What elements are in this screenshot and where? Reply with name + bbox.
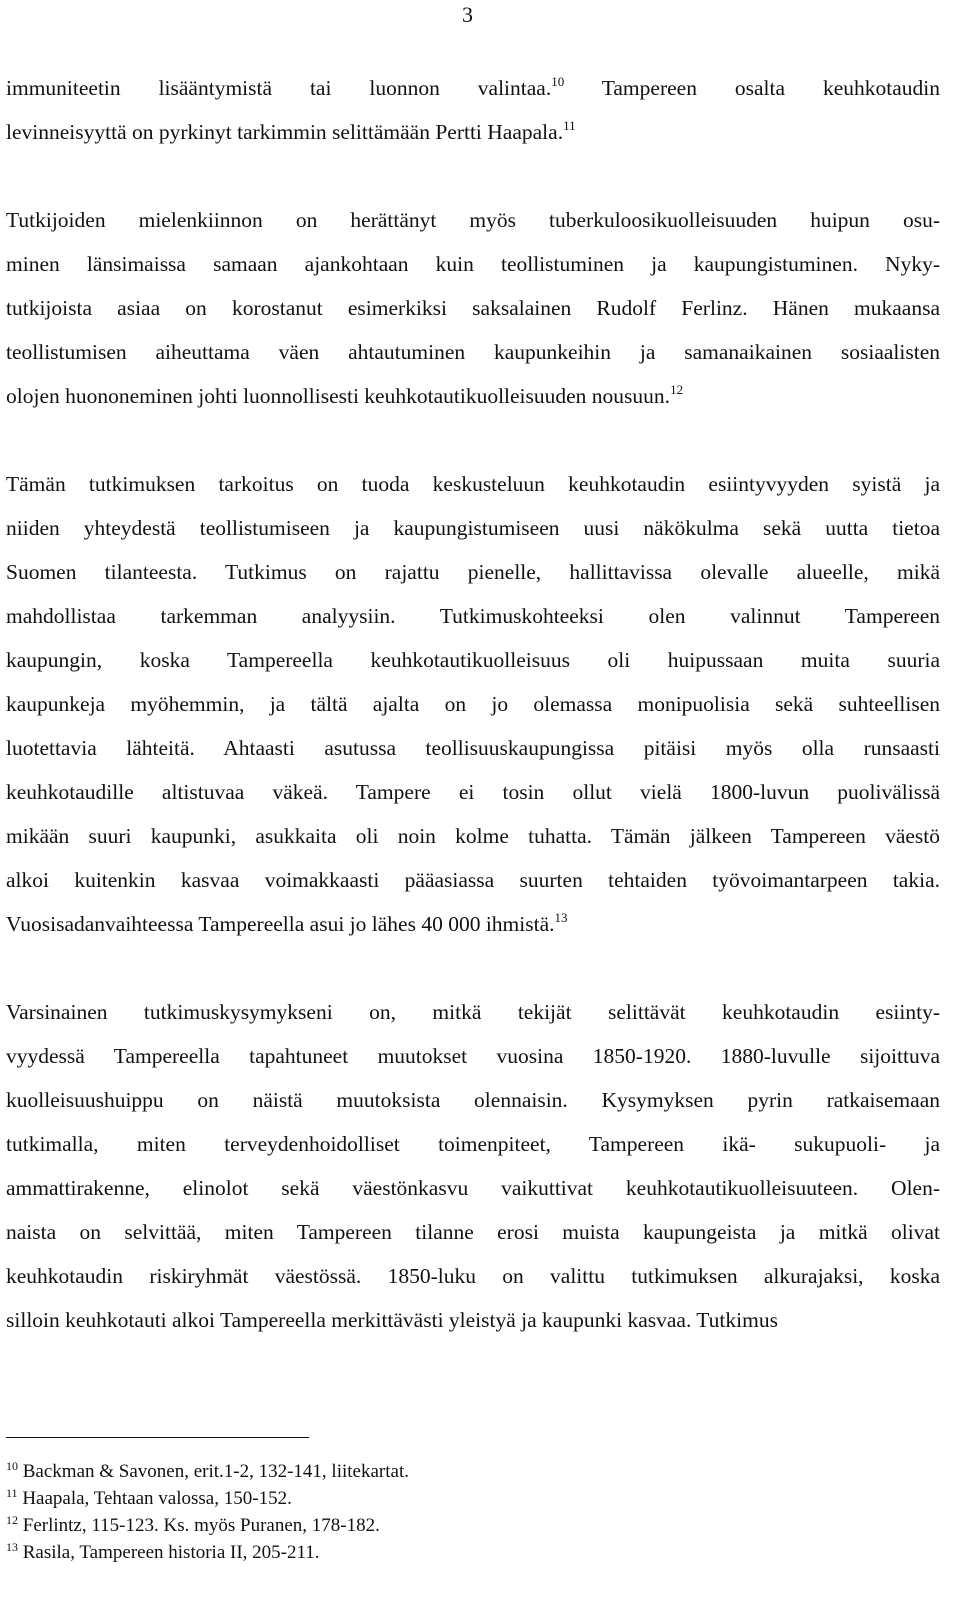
text-line [6, 1131, 940, 1157]
text-line [6, 691, 940, 717]
footnote [6, 1461, 409, 1483]
footnote-text: Rasila, Tampereen historia II, 205-211. [18, 1542, 320, 1563]
footnote-separator [6, 1437, 309, 1438]
line-text: levinneisyyttä on pyrkinyt tarkimmin selittämään Pertti Haapala. [6, 120, 564, 144]
text-line [6, 1175, 940, 1201]
text-line [6, 999, 940, 1025]
text-line [6, 1043, 940, 1069]
text-line [6, 735, 940, 761]
line-text: silloin keuhkotauti alkoi Tampereella merkittävästi yleistyä ja kaupunki kasvaa. Tutkimus [6, 1308, 778, 1332]
line-text: keuhkotaudille altistuvaa väkeä. Tampere ei tosin ollut vielä 1800-luvun puolivälissä [6, 780, 940, 804]
text-line [6, 207, 940, 233]
line-text: Tutkijoiden mielenkiinnon on herättänyt myös tuberkuloosikuolleisuuden huipun osu- [6, 208, 940, 232]
line-text: Vuosisadanvaihteessa Tampereella asui jo lähes 40 000 ihmistä. [6, 912, 555, 936]
footnote [6, 1488, 292, 1510]
text-line [6, 647, 940, 673]
footnote [6, 1515, 380, 1537]
line-text: kuolleisuushuippu on näistä muutoksista olennaisin. Kysymyksen pyrin ratkaisemaan [6, 1088, 940, 1112]
line-text: mikään suuri kaupunki, asukkaita oli noin kolme tuhatta. Tämän jälkeen Tampereen väestö [6, 824, 940, 848]
footnote-number: 11 [6, 1486, 18, 1500]
line-text: kaupunkeja myöhemmin, ja tältä ajalta on jo olemassa monipuolisia sekä suhteellisen [6, 692, 940, 716]
footnote [6, 1542, 320, 1564]
text-line [6, 867, 940, 893]
text-line [6, 823, 940, 849]
text-line [6, 603, 940, 629]
line-text: mahdollistaa tarkemman analyysiin. Tutkimuskohteeksi olen valinnut Tampereen [6, 604, 940, 628]
line-text: alkoi kuitenkin kasvaa voimakkaasti pääasiassa suurten tehtaiden työvoimantarpeen takia. [6, 868, 940, 892]
line-text: minen länsimaissa samaan ajankohtaan kuin teollistuminen ja kaupungistuminen. Nyky- [6, 252, 940, 276]
line-text: teollistumisen aiheuttama väen ahtautuminen kaupunkeihin ja samanaikainen sosiaalisten [6, 340, 940, 364]
footnote-reference: 11 [563, 118, 576, 133]
page-number: 3 [462, 2, 473, 27]
text-line [6, 1087, 940, 1113]
line-text: immuniteetin lisääntymistä tai luonnon valintaa. [6, 76, 552, 100]
footnote-number: 10 [6, 1459, 18, 1473]
text-line [6, 295, 940, 321]
footnote-reference: 10 [551, 74, 565, 89]
footnote-reference: 13 [554, 910, 568, 925]
text-line [6, 559, 940, 585]
footnote-number: 12 [6, 1513, 18, 1527]
footnote-text: Ferlintz, 115-123. Ks. myös Puranen, 178-182. [18, 1515, 380, 1536]
text-line [6, 339, 940, 365]
text-line [6, 251, 940, 277]
text-line [6, 779, 940, 805]
line-text: kaupungin, koska Tampereella keuhkotautikuolleisuus oli huipussaan muita suuria [6, 648, 940, 672]
line-text: luotettavia lähteitä. Ahtaasti asutussa teollisuuskaupungissa pitäisi myös olla runsaasti [6, 736, 940, 760]
footnote-text: Backman & Savonen, erit.1-2, 132-141, liitekartat. [18, 1461, 409, 1482]
text-line [6, 1307, 940, 1333]
line-text: Tampereen osalta keuhkotaudin [564, 76, 940, 100]
line-text: Varsinainen tutkimuskysymykseni on, mitkä tekijät selittävät keuhkotaudin esiinty- [6, 1000, 940, 1024]
text-line [6, 515, 940, 541]
text-line [6, 911, 940, 937]
line-text: tutkimalla, miten terveydenhoidolliset toimenpiteet, Tampereen ikä- sukupuoli- ja [6, 1132, 940, 1156]
line-text: tutkijoista asiaa on korostanut esimerkiksi saksalainen Rudolf Ferlinz. Hänen mukaansa [6, 296, 940, 320]
text-line [6, 75, 940, 101]
line-text: niiden yhteydestä teollistumiseen ja kaupungistumiseen uusi näkökulma sekä uutta tietoa [6, 516, 940, 540]
text-line [6, 383, 940, 409]
text-line [6, 1219, 940, 1245]
text-line [6, 471, 940, 497]
line-text: ammattirakenne, elinolot sekä väestönkasvu vaikuttivat keuhkotautikuolleisuuteen. Olen- [6, 1176, 940, 1200]
line-text: keuhkotaudin riskiryhmät väestössä. 1850-luku on valittu tutkimuksen alkurajaksi, koska [6, 1264, 940, 1288]
line-text: naista on selvittää, miten Tampereen tilanne erosi muista kaupungeista ja mitkä olivat [6, 1220, 940, 1244]
footnote-reference: 12 [670, 382, 684, 397]
footnote-number: 13 [6, 1540, 18, 1554]
line-text: Tämän tutkimuksen tarkoitus on tuoda keskusteluun keuhkotaudin esiintyvyyden syistä ja [6, 472, 940, 496]
text-line [6, 119, 940, 145]
line-text: vyydessä Tampereella tapahtuneet muutokset vuosina 1850-1920. 1880-luvulle sijoittuva [6, 1044, 940, 1068]
line-text: olojen huononeminen johti luonnollisesti keuhkotautikuolleisuuden nousuun. [6, 384, 671, 408]
text-line [6, 1263, 940, 1289]
footnote-text: Haapala, Tehtaan valossa, 150-152. [17, 1488, 292, 1509]
line-text: Suomen tilanteesta. Tutkimus on rajattu pienelle, hallittavissa olevalle alueelle, mikä [6, 560, 940, 584]
